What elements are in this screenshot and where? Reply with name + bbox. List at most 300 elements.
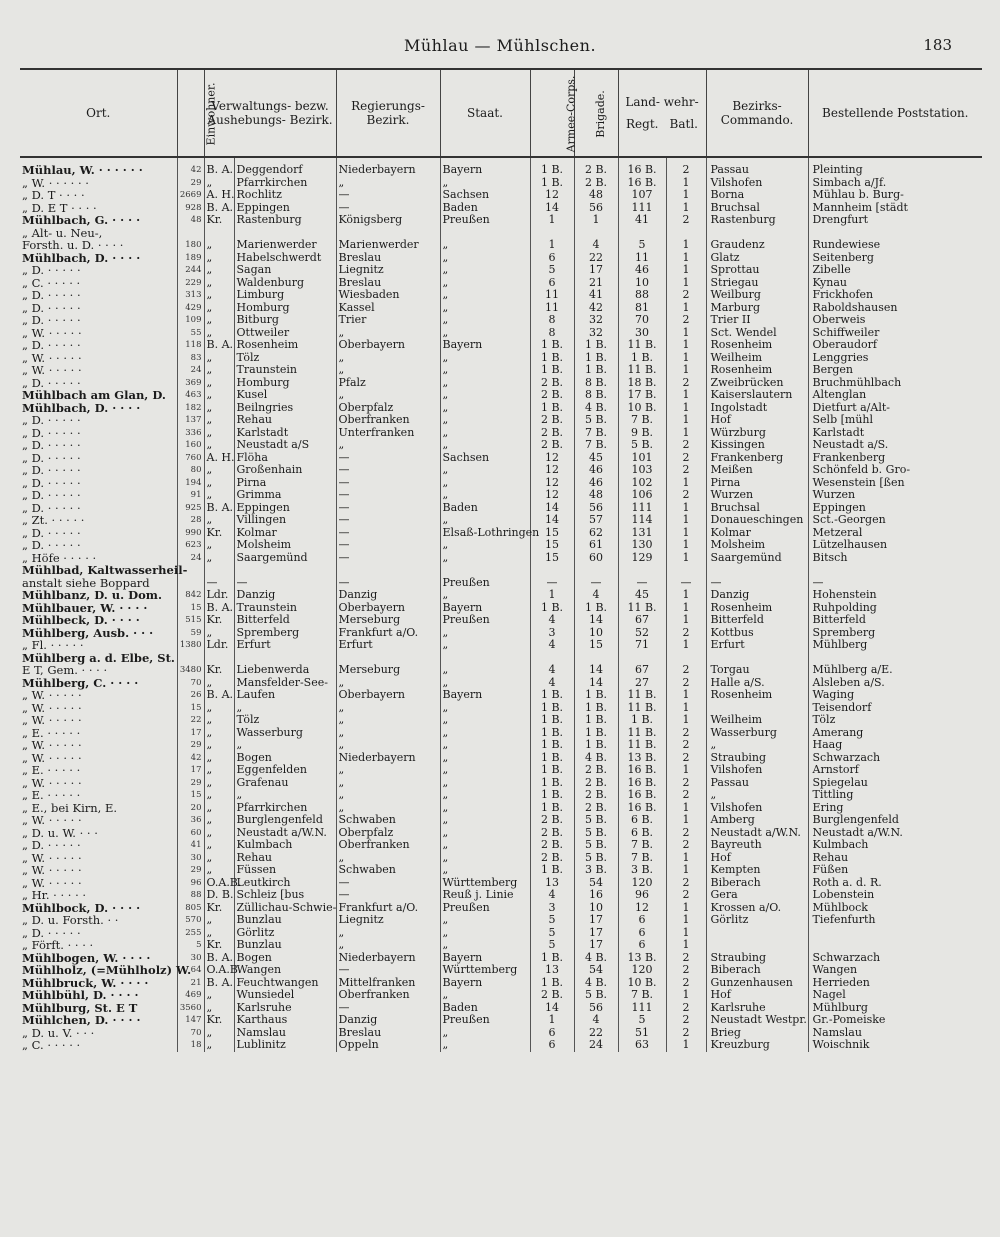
cell-verwaltung-typ: Ldr. xyxy=(204,589,234,602)
cell-regiment: 5 xyxy=(618,1014,666,1027)
cell-regiment: 27 xyxy=(618,677,666,690)
cell-einwohner: 83 xyxy=(177,352,204,365)
cell-einwohner: 760 xyxy=(177,452,204,465)
cell-staat: „ xyxy=(440,714,530,727)
table-row xyxy=(20,539,982,552)
cell-regiment: 96 xyxy=(618,889,666,902)
cell-korps: 4 xyxy=(530,614,574,627)
cell-regierung: „ xyxy=(336,927,440,940)
cell-korps: 6 xyxy=(530,1039,574,1052)
cell-ort: „ D. · · · · · xyxy=(22,425,81,440)
cell-regiment: 63 xyxy=(618,1039,666,1052)
cell-poststation: Rundewiese xyxy=(808,239,982,252)
cell-bataillon: 1 xyxy=(666,339,706,352)
table-row xyxy=(20,964,982,977)
cell-bataillon: 1 xyxy=(666,477,706,490)
cell-ort: „ D. · · · · · xyxy=(22,925,81,940)
cell-verwaltung-bezirk: Burglengenfeld xyxy=(234,814,336,827)
table-row xyxy=(20,739,982,752)
cell-poststation: Neustadt a/S. xyxy=(808,439,982,452)
landwehr-label: Land- wehr- xyxy=(625,95,699,109)
cell-bezirkskommando: Zweibrücken xyxy=(706,377,808,390)
cell-verwaltung-typ: „ xyxy=(204,252,234,265)
cell-poststation: Karlstadt xyxy=(808,427,982,440)
cell-brigade: 4 B. xyxy=(574,977,618,990)
cell-staat: „ xyxy=(440,377,530,390)
cell-staat: „ xyxy=(440,702,530,715)
cell-bataillon: 2 xyxy=(666,752,706,765)
cell-verwaltung-typ: A. H. xyxy=(204,452,234,465)
cell-bezirkskommando: Rastenburg xyxy=(706,214,808,227)
cell-verwaltung-typ: „ xyxy=(204,752,234,765)
cell-poststation: Ruhpolding xyxy=(808,602,982,615)
col-staat: Staat. xyxy=(440,69,530,157)
cell-regierung: Breslau xyxy=(336,1027,440,1040)
cell-bezirkskommando: Weilheim xyxy=(706,714,808,727)
cell-verwaltung-bezirk: Molsheim xyxy=(234,539,336,552)
cell-brigade: 32 xyxy=(574,327,618,340)
cell-brigade: 15 xyxy=(574,639,618,652)
cell-verwaltung-bezirk: Eppingen xyxy=(234,202,336,215)
gazetteer-table xyxy=(20,68,982,1052)
cell-bezirkskommando: Rosenheim xyxy=(706,689,808,702)
cell-einwohner: 463 xyxy=(177,389,204,402)
cell-korps: 1 B. xyxy=(530,352,574,365)
cell-einwohner: 194 xyxy=(177,477,204,490)
cell-regiment: 7 B. xyxy=(618,852,666,865)
landwehr-regt-label: Regt. xyxy=(626,117,659,131)
cell-bataillon: 1 xyxy=(666,539,706,552)
cell-verwaltung-bezirk: „ xyxy=(234,789,336,802)
cell-regiment: 6 B. xyxy=(618,827,666,840)
cell-regierung: „ xyxy=(336,677,440,690)
cell-staat: Preußen xyxy=(440,1014,530,1027)
cell-ort: Mühlbach am Glan, D. xyxy=(22,388,166,402)
cell-bataillon: 1 xyxy=(666,814,706,827)
cell-verwaltung-typ: „ xyxy=(204,489,234,502)
cell-poststation: — xyxy=(808,577,982,590)
col-einwohner: Einwohner. xyxy=(177,69,204,157)
cell-bataillon: 1 xyxy=(666,402,706,415)
cell-regierung: Schwaben xyxy=(336,814,440,827)
cell-brigade: 14 xyxy=(574,664,618,677)
cell-regiment: 111 xyxy=(618,502,666,515)
cell-bezirkskommando: Sprottau xyxy=(706,264,808,277)
cell-ort: „ Alt- u. Neu-, xyxy=(22,225,103,240)
cell-korps: 1 B. xyxy=(530,602,574,615)
cell-verwaltung-typ: „ xyxy=(204,477,234,490)
cell-staat: „ xyxy=(440,1027,530,1040)
cell-verwaltung-bezirk: Tölz xyxy=(234,352,336,365)
cell-brigade: 2 B. xyxy=(574,789,618,802)
cell-bataillon: 2 xyxy=(666,214,706,227)
cell-regiment: 102 xyxy=(618,477,666,490)
cell-ort: „ D. · · · · · xyxy=(22,413,81,427)
cell-verwaltung-typ: „ xyxy=(204,1027,234,1040)
cell-ort: „ E. · · · · · xyxy=(22,725,81,740)
cell-bataillon: 1 xyxy=(666,252,706,265)
cell-regiment: 41 xyxy=(618,214,666,227)
cell-poststation: Haag xyxy=(808,739,982,752)
cell-ort: „ W. · · · · · xyxy=(22,750,82,765)
cell-verwaltung-bezirk xyxy=(234,564,336,577)
cell-einwohner: 160 xyxy=(177,439,204,452)
cell-verwaltung-bezirk: Flöha xyxy=(234,452,336,465)
cell-ort: „ W. · · · · · xyxy=(22,875,82,890)
cell-einwohner: 22 xyxy=(177,714,204,727)
cell-brigade: 1 B. xyxy=(574,602,618,615)
cell-korps: 1 B. xyxy=(530,339,574,352)
cell-verwaltung-bezirk: Bogen xyxy=(234,752,336,765)
cell-regiment: 16 B. xyxy=(618,802,666,815)
cell-staat: „ xyxy=(440,664,530,677)
cell-bezirkskommando: Saargemünd xyxy=(706,552,808,565)
cell-regiment: 16 B. xyxy=(618,777,666,790)
cell-ort: Mühlberg, C. · · · · xyxy=(22,675,139,690)
cell-bezirkskommando: Neustadt a/W.N. xyxy=(706,827,808,840)
cell-ort: „ C. · · · · · xyxy=(22,1038,81,1052)
cell-verwaltung-typ: Kr. xyxy=(204,214,234,227)
cell-verwaltung-typ: Kr. xyxy=(204,664,234,677)
cell-bezirkskommando: Passau xyxy=(706,777,808,790)
cell-bezirkskommando: Molsheim xyxy=(706,539,808,552)
cell-verwaltung-bezirk: Bitterfeld xyxy=(234,614,336,627)
cell-einwohner: 24 xyxy=(177,364,204,377)
cell-staat: Bayern xyxy=(440,157,530,177)
cell-einwohner: 313 xyxy=(177,289,204,302)
cell-korps: 12 xyxy=(530,489,574,502)
cell-staat: Preußen xyxy=(440,902,530,915)
table-row xyxy=(20,664,982,677)
cell-verwaltung-bezirk: Wangen xyxy=(234,964,336,977)
cell-bataillon: 2 xyxy=(666,377,706,390)
cell-verwaltung-bezirk: Schleiz [bus xyxy=(234,889,336,902)
cell-poststation: Gr.-Pomeiske xyxy=(808,1014,982,1027)
cell-regiment: 51 xyxy=(618,1027,666,1040)
cell-verwaltung-bezirk: Danzig xyxy=(234,589,336,602)
cell-verwaltung-bezirk: Lublinitz xyxy=(234,1039,336,1052)
cell-bataillon: 2 xyxy=(666,839,706,852)
cell-korps: 2 B. xyxy=(530,414,574,427)
cell-bezirkskommando xyxy=(706,939,808,952)
cell-bataillon: 1 xyxy=(666,239,706,252)
cell-regierung: Oberpfalz xyxy=(336,402,440,415)
cell-brigade: 60 xyxy=(574,552,618,565)
cell-verwaltung-typ: Ldr. xyxy=(204,639,234,652)
cell-verwaltung-typ: „ xyxy=(204,1002,234,1015)
cell-staat: Baden xyxy=(440,1002,530,1015)
cell-regierung: „ xyxy=(336,727,440,740)
cell-staat: „ xyxy=(440,827,530,840)
cell-korps: 12 xyxy=(530,464,574,477)
cell-staat: „ xyxy=(440,989,530,1002)
cell-bezirkskommando: Danzig xyxy=(706,589,808,602)
cell-brigade: 57 xyxy=(574,514,618,527)
cell-ort: „ Fl. · · · · · xyxy=(22,638,84,652)
cell-korps: 11 xyxy=(530,289,574,302)
cell-staat: „ xyxy=(440,402,530,415)
cell-staat: Bayern xyxy=(440,977,530,990)
cell-bataillon: 2 xyxy=(666,777,706,790)
cell-regiment: 16 B. xyxy=(618,764,666,777)
col-post: Bestellende Poststation. xyxy=(808,69,982,157)
cell-poststation: Zibelle xyxy=(808,264,982,277)
cell-staat xyxy=(440,227,530,240)
cell-verwaltung-typ: „ xyxy=(204,389,234,402)
cell-verwaltung-typ: „ xyxy=(204,714,234,727)
cell-brigade xyxy=(574,564,618,577)
cell-einwohner: 59 xyxy=(177,627,204,640)
cell-verwaltung-typ: „ xyxy=(204,627,234,640)
cell-regiment: 67 xyxy=(618,664,666,677)
cell-brigade: 1 B. xyxy=(574,739,618,752)
cell-regierung: Oberfranken xyxy=(336,839,440,852)
cell-staat: „ xyxy=(440,239,530,252)
cell-verwaltung-typ: „ xyxy=(204,427,234,440)
cell-staat: Baden xyxy=(440,202,530,215)
cell-regierung: Oberfranken xyxy=(336,414,440,427)
cell-regiment: 10 B. xyxy=(618,402,666,415)
cell-bezirkskommando: Vilshofen xyxy=(706,802,808,815)
cell-staat: Württemberg xyxy=(440,964,530,977)
cell-staat: „ xyxy=(440,752,530,765)
cell-bezirkskommando: Kempten xyxy=(706,864,808,877)
cell-verwaltung-bezirk: Grimma xyxy=(234,489,336,502)
cell-staat: Bayern xyxy=(440,689,530,702)
cell-staat: „ xyxy=(440,552,530,565)
cell-korps: 15 xyxy=(530,552,574,565)
cell-ort: „ D. · · · · · xyxy=(22,450,81,465)
cell-brigade: 48 xyxy=(574,189,618,202)
cell-brigade: — xyxy=(574,577,618,590)
cell-ort: „ W. · · · · · xyxy=(22,850,82,865)
cell-regiment: 46 xyxy=(618,264,666,277)
cell-regiment: 129 xyxy=(618,552,666,565)
cell-bezirkskommando: Weilheim xyxy=(706,352,808,365)
cell-regiment: 1 B. xyxy=(618,352,666,365)
cell-verwaltung-bezirk: — xyxy=(234,577,336,590)
cell-brigade: 22 xyxy=(574,252,618,265)
cell-verwaltung-typ: „ xyxy=(204,927,234,940)
cell-verwaltung-typ: „ xyxy=(204,864,234,877)
cell-regierung: Oberbayern xyxy=(336,689,440,702)
cell-regierung: Frankfurt a/O. xyxy=(336,627,440,640)
cell-bataillon: 2 xyxy=(666,489,706,502)
table-row xyxy=(20,814,982,827)
cell-verwaltung-typ: „ xyxy=(204,377,234,390)
cell-einwohner xyxy=(177,227,204,240)
cell-bezirkskommando: Hof xyxy=(706,852,808,865)
cell-verwaltung-typ: „ xyxy=(204,539,234,552)
cell-regiment: 11 B. xyxy=(618,689,666,702)
cell-ort: „ W. · · · · · xyxy=(22,350,82,365)
cell-bataillon: 2 xyxy=(666,452,706,465)
cell-regierung: — xyxy=(336,514,440,527)
cell-einwohner: 55 xyxy=(177,327,204,340)
cell-einwohner: 91 xyxy=(177,489,204,502)
cell-ort: „ W. · · · · · xyxy=(22,713,82,727)
page-number: 183 xyxy=(923,36,952,54)
cell-poststation xyxy=(808,564,982,577)
cell-ort: „ E. · · · · · xyxy=(22,788,81,802)
cell-staat: „ xyxy=(440,677,530,690)
cell-brigade: 17 xyxy=(574,264,618,277)
cell-verwaltung-typ: „ xyxy=(204,839,234,852)
cell-regierung: „ xyxy=(336,439,440,452)
cell-staat: „ xyxy=(440,839,530,852)
cell-brigade: 5 B. xyxy=(574,414,618,427)
cell-korps: 6 xyxy=(530,277,574,290)
cell-verwaltung-typ: „ xyxy=(204,777,234,790)
cell-staat: Bayern xyxy=(440,602,530,615)
cell-einwohner: 18 xyxy=(177,1039,204,1052)
cell-einwohner: 42 xyxy=(177,752,204,765)
cell-verwaltung-typ: O.A.B. xyxy=(204,877,234,890)
cell-brigade: 17 xyxy=(574,914,618,927)
cell-staat: „ xyxy=(440,864,530,877)
cell-bezirkskommando: Vilshofen xyxy=(706,764,808,777)
cell-verwaltung-bezirk: Rochlitz xyxy=(234,189,336,202)
cell-einwohner: 3560 xyxy=(177,1002,204,1015)
cell-korps: 11 xyxy=(530,302,574,315)
cell-bataillon: 2 xyxy=(666,464,706,477)
cell-bataillon: 1 xyxy=(666,514,706,527)
cell-einwohner: 42 xyxy=(177,157,204,177)
cell-einwohner: 48 xyxy=(177,214,204,227)
cell-korps: 5 xyxy=(530,264,574,277)
cell-staat: „ xyxy=(440,1039,530,1052)
cell-bezirkskommando: — xyxy=(706,577,808,590)
cell-einwohner: 1380 xyxy=(177,639,204,652)
cell-regierung: Niederbayern xyxy=(336,952,440,965)
cell-einwohner: 336 xyxy=(177,427,204,440)
cell-bezirkskommando xyxy=(706,564,808,577)
cell-bataillon: 2 xyxy=(666,727,706,740)
cell-bataillon: 1 xyxy=(666,702,706,715)
cell-poststation xyxy=(808,927,982,940)
cell-einwohner: 118 xyxy=(177,339,204,352)
cell-einwohner: 928 xyxy=(177,202,204,215)
cell-bataillon: 2 xyxy=(666,739,706,752)
cell-verwaltung-typ: Kr. xyxy=(204,527,234,540)
table-row xyxy=(20,889,982,902)
cell-einwohner: 36 xyxy=(177,814,204,827)
cell-poststation: Füßen xyxy=(808,864,982,877)
cell-verwaltung-typ: Kr. xyxy=(204,902,234,915)
cell-staat: „ xyxy=(440,852,530,865)
cell-brigade: 54 xyxy=(574,877,618,890)
cell-poststation: Amerang xyxy=(808,727,982,740)
cell-korps: 13 xyxy=(530,964,574,977)
cell-verwaltung-typ: „ xyxy=(204,327,234,340)
cell-verwaltung-bezirk: Feuchtwangen xyxy=(234,977,336,990)
cell-brigade: 41 xyxy=(574,289,618,302)
cell-verwaltung-typ: — xyxy=(204,577,234,590)
cell-bataillon: 1 xyxy=(666,189,706,202)
cell-regiment: 11 B. xyxy=(618,364,666,377)
cell-verwaltung-bezirk: Görlitz xyxy=(234,927,336,940)
cell-korps: 8 xyxy=(530,314,574,327)
cell-ort: „ W. · · · · · xyxy=(22,700,82,715)
cell-brigade: 17 xyxy=(574,939,618,952)
cell-korps: 1 B. xyxy=(530,689,574,702)
cell-ort: „ D. · · · · · xyxy=(22,338,81,352)
cell-regierung: „ xyxy=(336,177,440,190)
cell-verwaltung-bezirk: Sagan xyxy=(234,264,336,277)
cell-verwaltung-bezirk: Traunstein xyxy=(234,364,336,377)
cell-poststation: Roth a. d. R. xyxy=(808,877,982,890)
cell-staat: „ xyxy=(440,364,530,377)
cell-staat: Bayern xyxy=(440,952,530,965)
cell-poststation: Tölz xyxy=(808,714,982,727)
cell-einwohner: 990 xyxy=(177,527,204,540)
cell-verwaltung-bezirk: Leutkirch xyxy=(234,877,336,890)
cell-bezirkskommando: Pirna xyxy=(706,477,808,490)
cell-staat: Elsaß-Lothringen xyxy=(440,527,530,540)
cell-bezirkskommando: Biberach xyxy=(706,877,808,890)
cell-poststation: Burglengenfeld xyxy=(808,814,982,827)
cell-korps: 2 B. xyxy=(530,827,574,840)
cell-bataillon: 1 xyxy=(666,327,706,340)
cell-poststation: Schwarzach xyxy=(808,752,982,765)
cell-staat: Reuß j. Linie xyxy=(440,889,530,902)
cell-brigade: 1 B. xyxy=(574,702,618,715)
cell-brigade: 1 B. xyxy=(574,714,618,727)
cell-verwaltung-typ: B. A. xyxy=(204,952,234,965)
cell-regierung: — xyxy=(336,877,440,890)
cell-poststation: Wurzen xyxy=(808,489,982,502)
cell-verwaltung-bezirk: Bogen xyxy=(234,952,336,965)
cell-brigade: 8 B. xyxy=(574,377,618,390)
cell-regierung: „ xyxy=(336,364,440,377)
table-body xyxy=(20,157,982,1052)
cell-bezirkskommando: Trier II xyxy=(706,314,808,327)
cell-ort: „ C. · · · · · xyxy=(22,275,81,290)
cell-staat: Preußen xyxy=(440,614,530,627)
cell-einwohner: 60 xyxy=(177,827,204,840)
cell-verwaltung-bezirk: Bitburg xyxy=(234,314,336,327)
cell-staat xyxy=(440,564,530,577)
cell-einwohner: 3480 xyxy=(177,664,204,677)
cell-verwaltung-typ: „ xyxy=(204,464,234,477)
cell-bataillon: 1 xyxy=(666,939,706,952)
running-head: Mühlau — Mühlschen. xyxy=(403,36,597,55)
cell-regiment: 12 xyxy=(618,902,666,915)
cell-brigade: 7 B. xyxy=(574,439,618,452)
cell-ort: „ D. · · · · · xyxy=(22,538,81,552)
table-row xyxy=(20,939,982,952)
cell-regierung: Pfalz xyxy=(336,377,440,390)
cell-regierung: — xyxy=(336,539,440,552)
cell-verwaltung-typ: „ xyxy=(204,314,234,327)
cell-regiment: 16 B. xyxy=(618,157,666,177)
cell-poststation: Waging xyxy=(808,689,982,702)
cell-poststation: Tittling xyxy=(808,789,982,802)
cell-verwaltung-typ: B. A. xyxy=(204,977,234,990)
cell-ort: „ D. · · · · · xyxy=(22,488,81,502)
cell-bezirkskommando: Vilshofen xyxy=(706,177,808,190)
cell-korps: 1 B. xyxy=(530,739,574,752)
cell-einwohner: 70 xyxy=(177,677,204,690)
cell-verwaltung-bezirk: Mansfelder-See- xyxy=(234,677,336,690)
cell-regierung: Marienwerder xyxy=(336,239,440,252)
cell-poststation: Mühlbock xyxy=(808,902,982,915)
cell-bataillon: 1 xyxy=(666,302,706,315)
cell-verwaltung-typ: B. A. xyxy=(204,689,234,702)
cell-bezirkskommando: Würzburg xyxy=(706,427,808,440)
cell-poststation: Alsleben a/S. xyxy=(808,677,982,690)
cell-regierung: Kassel xyxy=(336,302,440,315)
